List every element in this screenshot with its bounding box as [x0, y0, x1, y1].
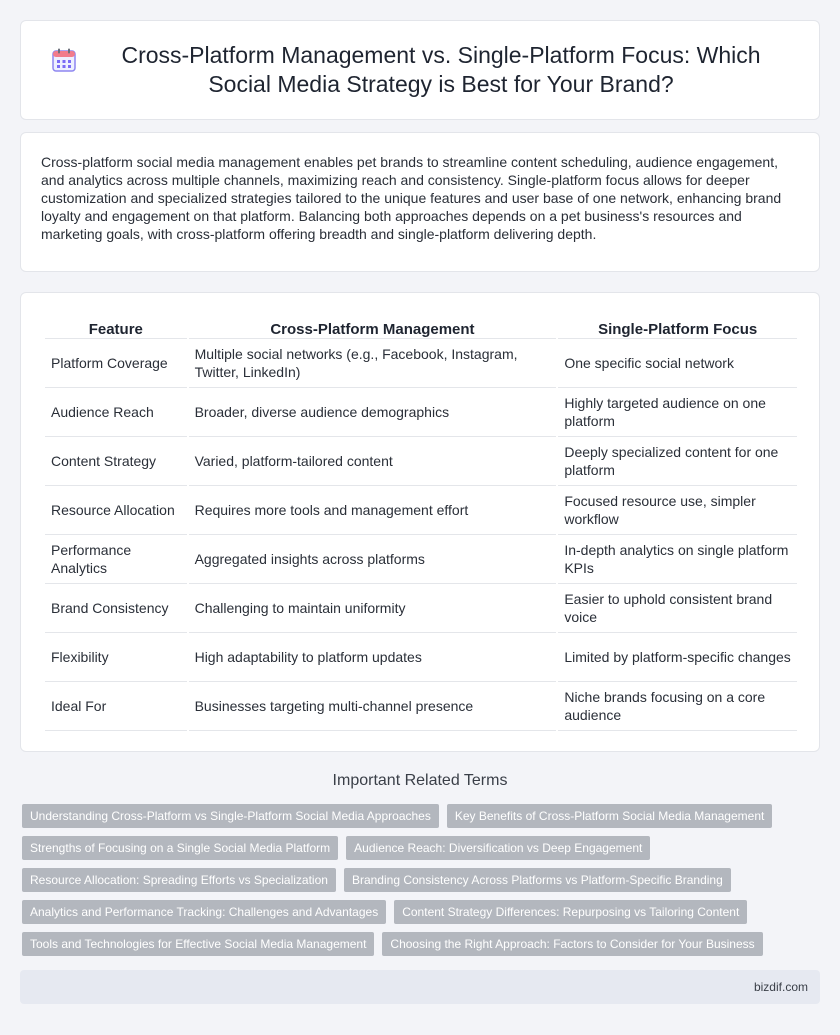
- single-platform-cell: Highly targeted audience on one platform: [558, 388, 797, 437]
- table-row: [45, 339, 797, 388]
- comparison-card: [20, 292, 820, 752]
- single-platform-cell: Deeply specialized content for one platform: [558, 437, 797, 486]
- table-row: [45, 388, 797, 437]
- page-title: Cross-Platform Management vs. Single-Platform Focus: Which Social Media Strategy is Best for Your Brand?: [121, 42, 761, 97]
- title-card: [20, 20, 820, 120]
- header-cross-platform: Cross-Platform Management: [189, 315, 557, 339]
- related-term-tag[interactable]: Branding Consistency Across Platforms vs Platform-Specific Branding: [344, 868, 731, 892]
- cross-platform-cell: Varied, platform-tailored content: [189, 437, 557, 486]
- cross-platform-cell: Multiple social networks (e.g., Facebook, Instagram, Twitter, LinkedIn): [189, 339, 557, 388]
- single-platform-cell: In-depth analytics on single platform KPIs: [558, 535, 797, 584]
- related-term-tag[interactable]: Choosing the Right Approach: Factors to Consider for Your Business: [382, 932, 762, 956]
- cross-platform-cell: Broader, diverse audience demographics: [189, 388, 557, 437]
- calendar-icon: [51, 47, 77, 73]
- comparison-table: [43, 315, 799, 731]
- feature-cell: Ideal For: [45, 682, 187, 731]
- table-header-row: [45, 315, 797, 339]
- related-term-tag[interactable]: Content Strategy Differences: Repurposing vs Tailoring Content: [394, 900, 747, 924]
- table-row: [45, 633, 797, 682]
- table-row: [45, 486, 797, 535]
- feature-cell: Audience Reach: [45, 388, 187, 437]
- related-term-tag[interactable]: Analytics and Performance Tracking: Challenges and Advantages: [22, 900, 386, 924]
- footer: [20, 970, 820, 1004]
- feature-cell: Resource Allocation: [45, 486, 187, 535]
- related-terms-heading: Important Related Terms: [332, 772, 508, 789]
- single-platform-cell: Easier to uphold consistent brand voice: [558, 584, 797, 633]
- intro-card: [20, 132, 820, 272]
- header-feature: Feature: [45, 315, 187, 339]
- cross-platform-cell: Requires more tools and management effort: [189, 486, 557, 535]
- single-platform-cell: Focused resource use, simpler workflow: [558, 486, 797, 535]
- related-term-tag[interactable]: Audience Reach: Diversification vs Deep Engagement: [346, 836, 650, 860]
- table-row: [45, 584, 797, 633]
- related-term-tag[interactable]: Tools and Technologies for Effective Social Media Management: [22, 932, 374, 956]
- cross-platform-cell: High adaptability to platform updates: [189, 633, 557, 682]
- cross-platform-cell: Challenging to maintain uniformity: [189, 584, 557, 633]
- single-platform-cell: Niche brands focusing on a core audience: [558, 682, 797, 731]
- feature-cell: Content Strategy: [45, 437, 187, 486]
- site-link[interactable]: bizdif.com: [753, 980, 808, 994]
- cross-platform-cell: Businesses targeting multi-channel presence: [189, 682, 557, 731]
- header-single-platform: Single-Platform Focus: [558, 315, 797, 339]
- single-platform-cell: Limited by platform-specific changes: [558, 633, 797, 682]
- table-row: [45, 535, 797, 584]
- related-term-tag[interactable]: Key Benefits of Cross-Platform Social Media Management: [447, 804, 772, 828]
- single-platform-cell: One specific social network: [558, 339, 797, 388]
- related-term-tag[interactable]: Resource Allocation: Spreading Efforts vs Specialization: [22, 868, 336, 892]
- feature-cell: Performance Analytics: [45, 535, 187, 584]
- feature-cell: Platform Coverage: [45, 339, 187, 388]
- related-term-tag[interactable]: Understanding Cross-Platform vs Single-Platform Social Media Approaches: [22, 804, 439, 828]
- table-row: [45, 682, 797, 731]
- feature-cell: Flexibility: [45, 633, 187, 682]
- table-row: [45, 437, 797, 486]
- feature-cell: Brand Consistency: [45, 584, 187, 633]
- intro-paragraph: Cross-platform social media management enables pet brands to streamline content scheduling, audience engagement, and analytics across multiple channels, maximizing reach and consistency. Single-platform focus allows for deeper customization and specialized strategies tailored to the unique features and user base of one network, enhancing brand loyalty and engagement on that platform. Balancing both approaches depends on a pet business's resources and marketing goals, with cross-platform offering breadth and single-platform delivering depth.: [41, 154, 782, 242]
- related-terms-list: [22, 804, 802, 956]
- related-term-tag[interactable]: Strengths of Focusing on a Single Social Media Platform: [22, 836, 338, 860]
- cross-platform-cell: Aggregated insights across platforms: [189, 535, 557, 584]
